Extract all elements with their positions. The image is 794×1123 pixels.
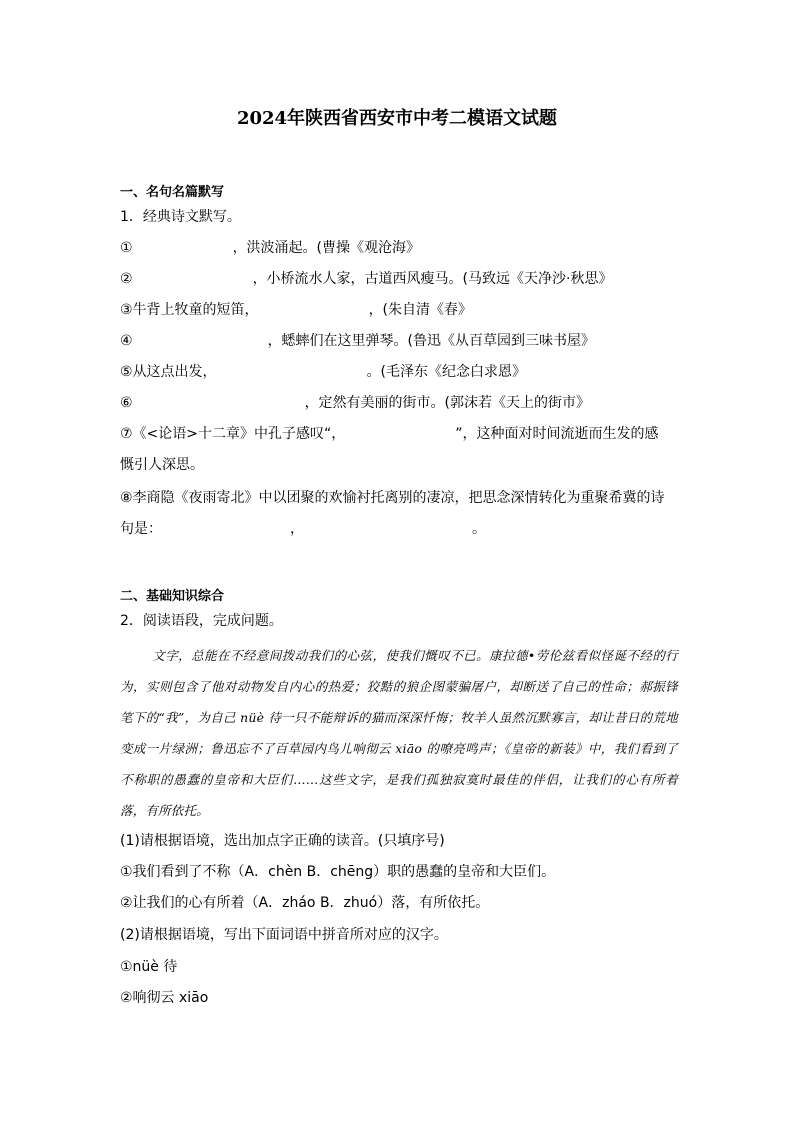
sub-question-1: (1)请根据语境，选出加点字正确的读音。(只填序号) (120, 833, 445, 849)
item-3 (120, 299, 472, 319)
item-4 (120, 330, 595, 350)
item-text: ，(朱自清《春》 (368, 302, 473, 318)
item-6 (120, 392, 590, 412)
item-2 (120, 268, 612, 288)
sub-question-2-b: ②响彻云 xiāo (120, 990, 209, 1006)
item-text: ，蟋蟀们在这里弹琴。(鲁迅《从百草园到三味书屋》 (267, 333, 596, 349)
item-8-line-1: ⑧李商隐《夜雨寄北》中以团聚的欢愉衬托离别的凄凉，把思念深情转化为重聚希冀的诗 (120, 490, 665, 506)
section-heading-1: 一、名句名篇默写 (120, 185, 225, 200)
question-1: 1．经典诗文默写。 (120, 209, 241, 225)
item-text: 。 (472, 521, 486, 537)
section-heading-2: 二、基础知识综合 (120, 589, 225, 604)
item-text: ，洪波涌起。(曹操《观沧海》 (232, 240, 421, 256)
item-text: ，小桥流水人家，古道西风瘦马。(马致远《天净沙·秋思》 (252, 271, 613, 287)
page-title: 2024年陕西省西安市中考二模语文试题 (236, 108, 558, 129)
sub-question-1-b: ②让我们的心有所着（A．zháo B．zhuó）落，有所依托。 (120, 895, 490, 911)
item-text: ⑦《<论语>十二章》中孔子感叹“， (120, 426, 346, 442)
item-prefix: 从这点出发， (132, 364, 217, 380)
item-number: ⑤ (120, 364, 133, 380)
question-2: 2．阅读语段，完成问题。 (120, 613, 283, 629)
item-number: ⑥ (120, 395, 133, 411)
item-5 (120, 361, 526, 381)
sub-question-2: (2)请根据语境，写出下面词语中拼音所对应的汉字。 (120, 927, 448, 943)
item-text: 。(毛泽东《纪念白求恩》 (366, 364, 527, 380)
item-7-line-2: 慨引人深思。 (120, 457, 204, 473)
item-number: ① (120, 240, 133, 256)
item-text: ， (290, 521, 304, 537)
sub-question-2-a: ①nüè 待 (120, 959, 178, 975)
reading-passage (120, 640, 678, 826)
sub-question-1-a: ①我们看到了不称（A．chèn B．chēng）职的愚蠢的皇帝和大臣们。 (120, 864, 556, 880)
item-number: ② (120, 271, 133, 287)
item-text: ，定然有美丽的街市。(郭沫若《天上的街市》 (304, 395, 591, 411)
item-1 (120, 237, 420, 257)
item-8-line-2 (120, 518, 486, 538)
item-prefix: 牛背上牧童的短笛， (132, 302, 259, 318)
item-text: ”，这种面对时间流逝而生发的感 (455, 426, 659, 442)
item-number: ③ (120, 302, 133, 318)
item-number: ④ (120, 333, 133, 349)
item-7-line-1 (120, 423, 659, 443)
passage-text: 文字，总能在不经意间拨动我们的心弦，使我们慨叹不已。康拉德•劳伦兹看似怪诞不经的行为，实则包含了他对动物发自内心的热爱；狡黠的狼企图蒙骗屠户，却断送了自己的性命；郝振锋笔下的“我”，为自己 nüè 待一只不能辩诉的猫而深深忏悔；牧羊人虽然沉默寡言，却让昔日的荒地变成一片绿洲；鲁迅忘不了百草园内鸟儿响彻云 xiāo 的嘹亮鸣声；《皇帝的新装》中，我们看到了不称职的愚蠢的皇帝和大臣们……这些文字，是我们孤独寂寞时最佳的伴侣，让我们的心有所着落，有所依托。 (120, 648, 678, 818)
item-text: 句是： (120, 521, 162, 537)
